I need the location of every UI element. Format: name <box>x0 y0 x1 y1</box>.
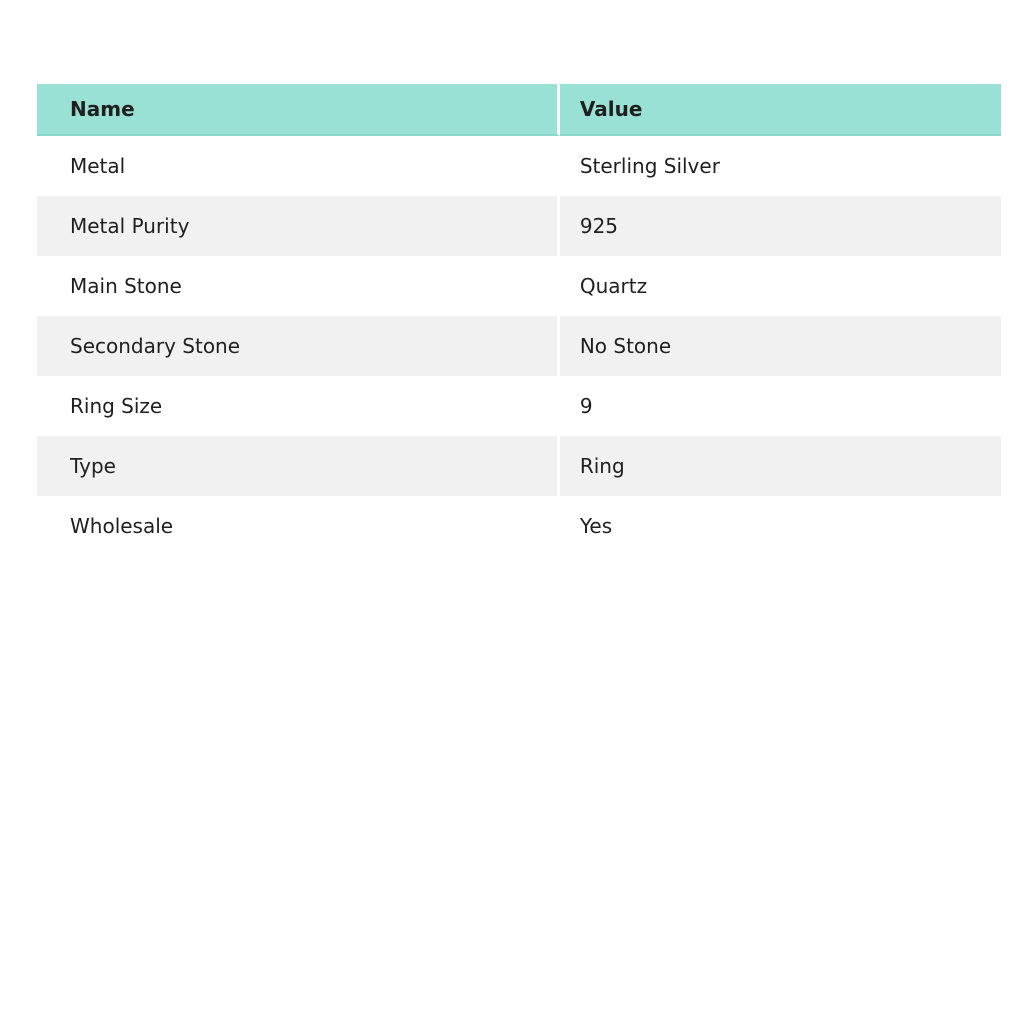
table-row <box>37 316 1001 376</box>
row-label: Type <box>37 436 560 496</box>
col-header-name: Name <box>37 84 560 136</box>
row-label: Metal <box>37 136 560 196</box>
row-value: Sterling Silver <box>560 136 1001 196</box>
table-row <box>37 196 1001 256</box>
header-row <box>37 84 1001 136</box>
row-label: Ring Size <box>37 376 560 436</box>
row-value: Yes <box>560 496 1001 556</box>
spec-table <box>37 84 1001 556</box>
row-value: No Stone <box>560 316 1001 376</box>
table-row <box>37 256 1001 316</box>
row-label: Metal Purity <box>37 196 560 256</box>
table-row <box>37 376 1001 436</box>
row-label: Main Stone <box>37 256 560 316</box>
row-label: Secondary Stone <box>37 316 560 376</box>
table-row <box>37 136 1001 196</box>
row-label: Wholesale <box>37 496 560 556</box>
row-value: Ring <box>560 436 1001 496</box>
table-row <box>37 436 1001 496</box>
row-value: Quartz <box>560 256 1001 316</box>
row-value: 9 <box>560 376 1001 436</box>
table-row <box>37 496 1001 556</box>
row-value: 925 <box>560 196 1001 256</box>
col-header-value: Value <box>560 84 1001 136</box>
